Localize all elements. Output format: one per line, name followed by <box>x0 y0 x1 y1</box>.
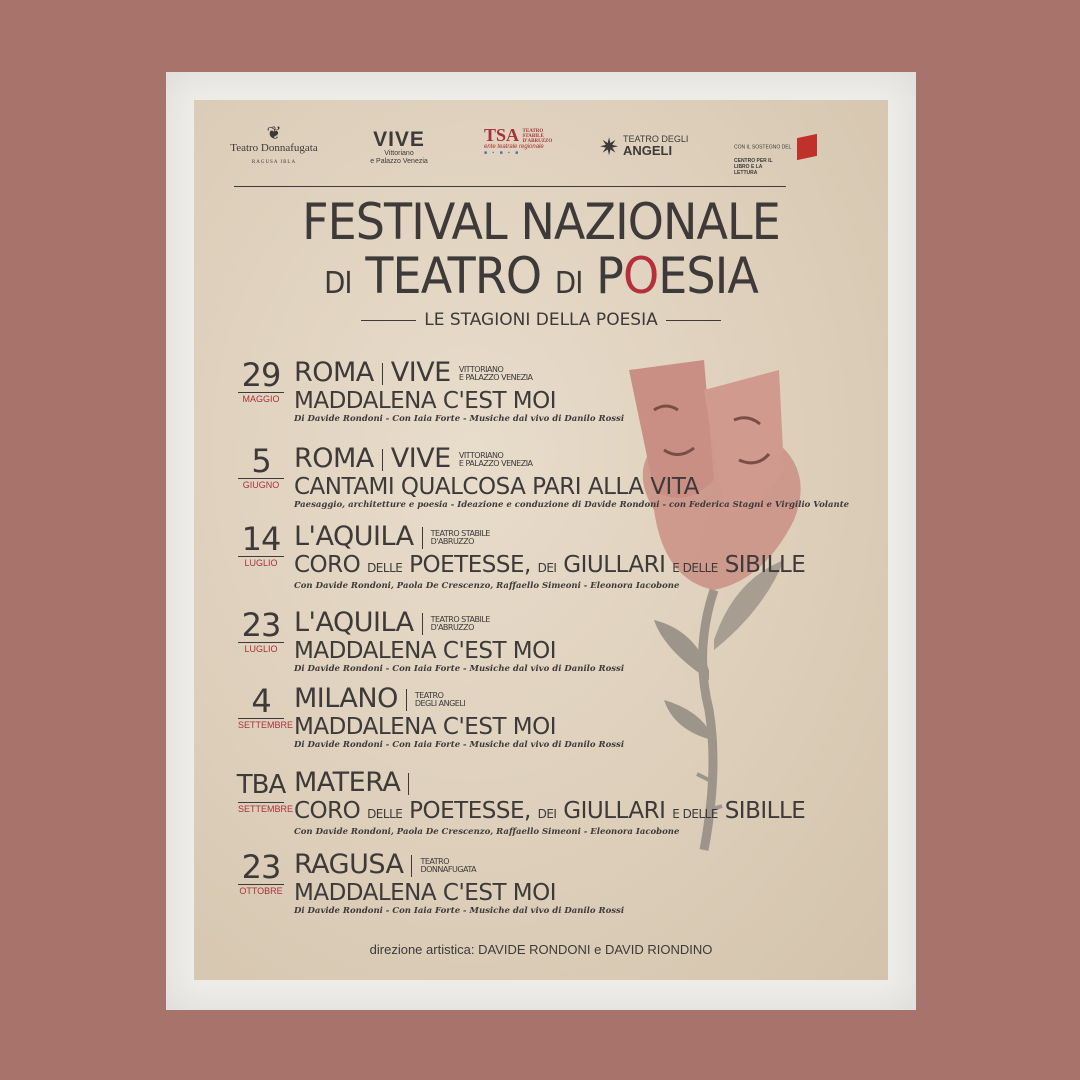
event-info: L'AQUILA TEATRO STABILE D'ABRUZZO CORO DELLE POETESSE, DEI GIULLARI E DELLE SIBILLE Con Davide Rondoni, Paola De Crescenzo, Raffaello Simeoni - Eleonora Iacobone <box>294 521 806 591</box>
logo-teatro-donnafugata: ❦ Teatro Donnafugata RAGUSA IBLA <box>224 124 324 165</box>
event-info: ROMA VIVE VITTORIANO E PALAZZO VENEZIA MADDALENA C'EST MOI Di Davide Rondoni - Con Iaia Forte - Musiche dal vivo di Danilo Rossi <box>294 357 625 424</box>
event-date: TBA SETTEMBRE <box>236 770 294 814</box>
event-info: MATERA CORO DELLE POETESSE, DEI GIULLARI E DELLE SIBILLE Con Davide Rondoni, Paola De Crescenzo, Raffaello Simeoni - Eleonora Iacobone <box>294 767 806 837</box>
event-item <box>234 684 874 764</box>
festival-title-line2: DI TEATRO DI POESIA <box>324 247 758 305</box>
event-date: 23 OTTOBRE <box>239 848 283 896</box>
logo-cepell: CON IL SOSTEGNO DEL CENTRO PER IL LIBRO E LA LETTURA <box>734 136 864 176</box>
event-item <box>234 850 874 930</box>
event-date: 23 LUGLIO <box>234 608 288 654</box>
event-info: ROMA VIVE VITTORIANO E PALAZZO VENEZIA CANTAMI QUALCOSA PARI ALLA VITA Paesaggio, architetture e poesia - Ideazione e conduzione di Davide Rondoni - con Federica Stagni e Virgilio Volante <box>294 443 850 510</box>
festival-subtitle: LE STAGIONI DELLA POESIA <box>194 310 888 330</box>
partner-marks-icon: ■ ▪ ■ ▪ ■ <box>484 150 521 157</box>
artistic-direction: direzione artistica: DAVIDE RONDONI e DAVID RIONDINO <box>369 942 713 957</box>
poster <box>194 100 888 980</box>
event-info: L'AQUILA TEATRO STABILE D'ABRUZZO MADDALENA C'EST MOI Di Davide Rondoni - Con Iaia Forte - Musiche dal vivo di Danilo Rossi <box>294 607 625 674</box>
event-info: MILANO TEATRO DEGLI ANGELI MADDALENA C'EST MOI Di Davide Rondoni - Con Iaia Forte - Musiche dal vivo di Danilo Rossi <box>294 683 625 750</box>
star-icon: ✷ <box>599 134 620 161</box>
book-icon <box>797 134 817 160</box>
event-date: 5 GIUGNO <box>234 444 288 490</box>
divider <box>234 186 786 187</box>
event-date: 14 LUGLIO <box>234 522 288 568</box>
event-item <box>234 444 874 524</box>
palm-icon: ❦ <box>266 123 282 143</box>
logo-teatro-degli-angeli: ✷ TEATRO DEGLI ANGELI <box>599 134 689 161</box>
logo-vive: VIVE Vittoriano e Palazzo Venezia <box>370 128 428 165</box>
logo-tsa: TSA TEATRO STABILE D'ABRUZZO ente teatrale regionale ■ ▪ ■ ▪ ■ <box>484 125 553 157</box>
event-item <box>234 608 874 688</box>
sponsor-logos <box>194 120 888 176</box>
festival-title-line1: FESTIVAL NAZIONALE <box>302 193 780 251</box>
event-date: 4 SETTEMBRE <box>238 682 294 730</box>
event-item <box>234 358 874 438</box>
event-info: RAGUSA TEATRO DONNAFUGATA MADDALENA C'EST MOI Di Davide Rondoni - Con Iaia Forte - Musiche dal vivo di Danilo Rossi <box>294 849 625 916</box>
event-item <box>234 768 874 848</box>
event-date: 29 MAGGIO <box>234 358 288 404</box>
event-item <box>234 522 874 602</box>
